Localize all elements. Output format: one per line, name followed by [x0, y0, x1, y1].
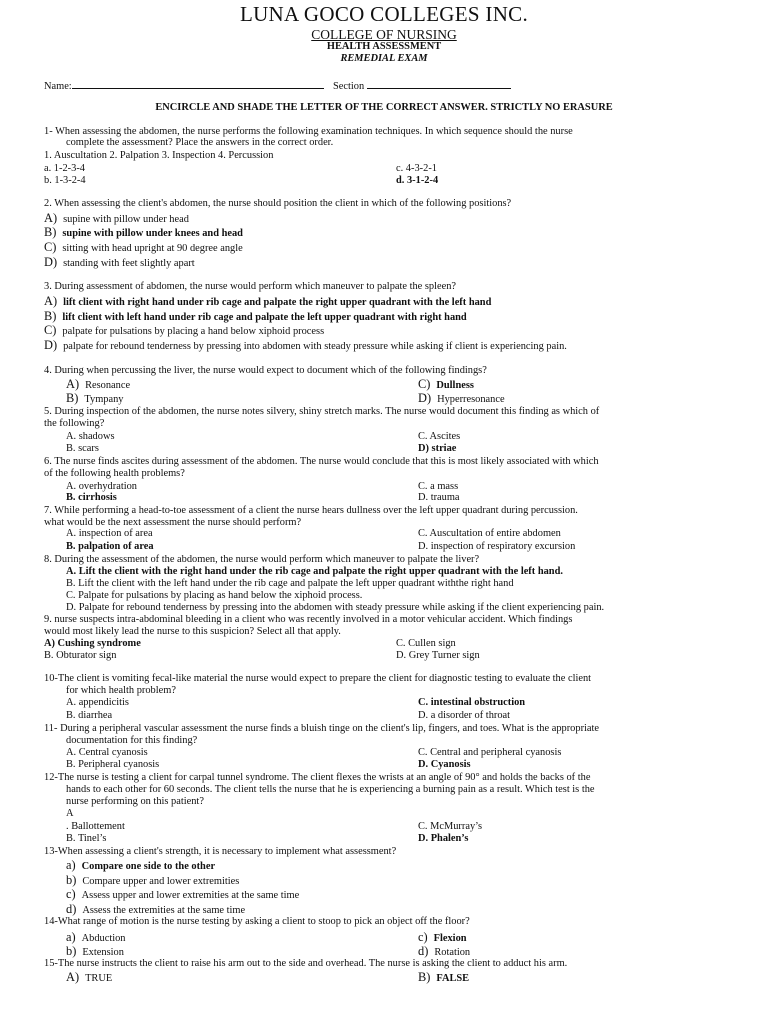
option-letter: A) [44, 211, 58, 225]
school-name: LUNA GOCO COLLEGES INC. [239, 2, 529, 26]
question-4-stem: 4. During when percussing the liver, the nurse would expect to document which of the following findings? [44, 365, 487, 376]
option-14a[interactable] [66, 930, 126, 945]
option-15b[interactable] [418, 970, 469, 985]
option-3d[interactable] [44, 338, 567, 353]
option-letter: c) [66, 887, 76, 901]
option-9b[interactable]: B. Obturator sign [44, 650, 117, 661]
option-5a[interactable]: A. shadows [66, 431, 115, 442]
option-text: lift client with right hand under rib cage and palpate the right upper quadrant with the left hand [63, 297, 492, 308]
option-2a[interactable] [44, 211, 189, 226]
option-letter: a) [66, 930, 76, 944]
option-13b[interactable] [66, 873, 239, 888]
option-4d[interactable] [418, 391, 505, 406]
option-14d[interactable] [418, 944, 470, 959]
option-2b[interactable] [44, 225, 243, 240]
option-text: supine with pillow under head [63, 214, 189, 225]
option-text: Abduction [81, 933, 126, 944]
option-12d[interactable]: D. Phalen’s [418, 833, 469, 844]
option-letter: C) [44, 240, 57, 254]
option-1b[interactable]: b. 1-3-2-4 [44, 175, 86, 186]
question-9-stem-cont: would most likely lead the nurse to this suspicion? Select all that apply. [44, 626, 341, 637]
option-letter: D) [44, 338, 58, 352]
option-14c[interactable] [418, 930, 467, 945]
section-label: Section [333, 81, 365, 92]
question-6-stem-cont: of the following health problems? [44, 468, 185, 479]
option-letter: B) [44, 225, 57, 239]
option-4a[interactable] [66, 377, 130, 392]
option-text: standing with feet slightly apart [63, 258, 195, 269]
option-9a[interactable]: A) Cushing syndrome [44, 638, 141, 649]
option-2d[interactable] [44, 255, 195, 270]
option-8d[interactable]: D. Palpate for rebound tenderness by pressing into the abdomen with steady pressure while asking if the client experiencing pain. [66, 602, 605, 613]
option-letter: D) [44, 255, 58, 269]
option-6b[interactable]: B. cirrhosis [66, 492, 117, 503]
option-11c[interactable]: C. Central and peripheral cyanosis [418, 747, 562, 758]
subject-title: HEALTH ASSESSMENT [326, 41, 442, 52]
option-10c[interactable]: C. intestinal obstruction [418, 697, 526, 708]
question-12-stem-cont: hands to each other for 60 seconds. The client tells the nurse that he is experiencing a burning pain as a result. Which test is the [66, 784, 595, 795]
question-7-stem: 7. While performing a head-to-toe assessment of a client the nurse hears dullness over the left upper quadrant during percussion. [44, 505, 578, 516]
option-text: TRUE [85, 973, 113, 984]
section-field[interactable] [333, 79, 511, 93]
question-12-stem: 12-The nurse is testing a client for carpal tunnel syndrome. The client flexes the wrists at an angle of 90° and holds the backs of the [44, 772, 591, 783]
option-9c[interactable]: C. Cullen sign [396, 638, 456, 649]
option-13c[interactable] [66, 887, 299, 902]
option-8c[interactable]: C. Palpate for pulsations by placing as hand below the xiphoid process. [66, 590, 363, 601]
question-1-stem-cont: complete the assessment? Place the answers in the correct order. [66, 137, 334, 148]
option-3a[interactable] [44, 294, 491, 309]
option-11a[interactable]: A. Central cyanosis [66, 747, 148, 758]
option-letter: d) [418, 944, 429, 958]
option-4b[interactable] [66, 391, 124, 406]
option-letter: C) [44, 323, 57, 337]
option-text: FALSE [436, 973, 470, 984]
option-7c[interactable]: C. Auscultation of entire abdomen [418, 528, 561, 539]
question-12-stem-cont2: nurse performing on this patient? [66, 796, 204, 807]
name-blank-line [72, 79, 324, 89]
question-5-stem-cont: the following? [44, 418, 105, 429]
option-3b[interactable] [44, 309, 467, 324]
option-text: Resonance [85, 380, 131, 391]
option-6d[interactable]: D. trauma [418, 492, 460, 503]
question-6-stem: 6. The nurse finds ascites during assessment of the abdomen. The nurse would conclude that this is most likely associated with which [44, 456, 599, 467]
question-11-stem: 11- During a peripheral vascular assessment the nurse finds a bluish tinge on the client's lip, fingers, and toes. What is the appropriate [44, 723, 600, 734]
option-9d[interactable]: D. Grey Turner sign [396, 650, 480, 661]
option-8b[interactable]: B. Lift the client with the left hand under the rib cage and palpate the left upper quadrant withthe right hand [66, 578, 514, 589]
option-text: Hyperresonance [437, 394, 505, 405]
question-7-stem-cont: what would be the next assessment the nurse should perform? [44, 517, 302, 528]
option-1c[interactable]: c. 4-3-2-1 [396, 163, 437, 174]
option-6a[interactable]: A. overhydration [66, 481, 137, 492]
option-text: Compare upper and lower extremities [82, 876, 240, 887]
option-4c[interactable] [418, 377, 474, 392]
option-letter: D) [418, 391, 432, 405]
question-10-stem-cont: for which health problem? [66, 685, 176, 696]
option-13d[interactable] [66, 902, 245, 917]
option-5c[interactable]: C. Ascites [418, 431, 461, 442]
option-letter: B) [66, 391, 79, 405]
option-letter: c) [418, 930, 428, 944]
name-field[interactable] [44, 79, 324, 93]
question-10-stem: 10-The client is vomiting fecal-like material the nurse would expect to prepare the client for diagnostic testing to evaluate the client [44, 673, 592, 684]
option-text: lift client with left hand under rib cage and palpate the left upper quadrant with right hand [62, 312, 467, 323]
option-letter: a) [66, 858, 76, 872]
option-letter: d) [66, 902, 77, 916]
option-15a[interactable] [66, 970, 112, 985]
question-1-stem: 1- When assessing the abdomen, the nurse performs the following examination techniques. In which sequence should the nurse [44, 126, 573, 137]
option-text: Compare one side to the other [81, 861, 216, 872]
college-name: COLLEGE OF NURSING [311, 27, 457, 42]
option-letter: b) [66, 873, 77, 887]
option-text: Extension [82, 947, 124, 958]
option-12b[interactable]: B. Tinel’s [66, 833, 107, 844]
option-13a[interactable] [66, 858, 215, 873]
option-5b[interactable]: B. scars [66, 443, 99, 454]
option-7d[interactable]: D. inspection of respiratory excursion [418, 541, 576, 552]
question-15-stem: 15-The nurse instructs the client to raise his arm out to the side and overhead. The nurse is asking the client to adduct his arm. [44, 958, 568, 969]
option-text: sitting with head upright at 90 degree angle [62, 243, 243, 254]
option-10a[interactable]: A. appendicitis [66, 697, 129, 708]
option-11d[interactable]: D. Cyanosis [418, 759, 471, 770]
option-1d[interactable]: d. 3-1-2-4 [396, 175, 439, 186]
option-text: Tympany [84, 394, 124, 405]
option-2c[interactable] [44, 240, 243, 255]
exam-type: REMEDIAL EXAM [340, 53, 428, 64]
name-label: Name: [44, 81, 72, 92]
option-text: Dullness [436, 380, 474, 391]
option-8a[interactable]: A. Lift the client with the right hand under the rib cage and palpate the right upper quadrant with the left hand. [66, 566, 563, 577]
option-3c[interactable] [44, 323, 324, 338]
option-text: Assess the extremities at the same time [82, 905, 246, 916]
instructions: ENCIRCLE AND SHADE THE LETTER OF THE CORRECT ANSWER. STRICTLY NO ERASURE [155, 102, 613, 113]
question-5-stem: 5. During inspection of the abdomen, the nurse notes silvery, shiny stretch marks. The nurse would document this finding as which of [44, 406, 600, 417]
option-letter: A) [66, 377, 80, 391]
option-text: Assess upper and lower extremities at the same time [81, 890, 300, 901]
question-3-stem: 3. During assessment of abdomen, the nurse would perform which maneuver to palpate the spleen? [44, 281, 457, 292]
option-letter: A) [44, 294, 58, 308]
option-letter: B) [44, 309, 57, 323]
option-10b[interactable]: B. diarrhea [66, 710, 113, 721]
question-9-stem: 9. nurse suspects intra-abdominal bleeding in a client who was recently involved in a motor vehicular accident. Which findings [44, 614, 573, 625]
option-1a[interactable]: a. 1-2-3-4 [44, 163, 85, 174]
option-12a-letter[interactable]: A [66, 808, 74, 819]
option-7a[interactable]: A. inspection of area [66, 528, 153, 539]
option-12c[interactable]: C. McMurray’s [418, 821, 483, 832]
option-10d[interactable]: D. a disorder of throat [418, 710, 511, 721]
question-2-stem: 2. When assessing the client's abdomen, the nurse should position the client in which of the following positions? [44, 198, 512, 209]
question-11-stem-cont: documentation for this finding? [66, 735, 198, 746]
question-13-stem: 13-When assessing a client's strength, it is necessary to implement what assessment? [44, 846, 397, 857]
option-letter: B) [418, 970, 431, 984]
option-text: Rotation [434, 947, 471, 958]
option-text: Flexion [433, 933, 467, 944]
option-12a[interactable]: . Ballottement [66, 821, 125, 832]
question-14-stem: 14-What range of motion is the nurse testing by asking a client to stoop to pick an object off the floor? [44, 916, 470, 927]
option-5d[interactable]: D) striae [418, 443, 457, 454]
option-text: palpate for rebound tenderness by pressing into abdomen with steady pressure while asking if client is experiencing pain. [63, 341, 567, 352]
option-letter: A) [66, 970, 80, 984]
option-text: palpate for pulsations by placing a hand below xiphoid process [62, 326, 325, 337]
option-11b[interactable]: B. Peripheral cyanosis [66, 759, 160, 770]
question-1-order-list: 1. Auscultation 2. Palpation 3. Inspection 4. Percussion [44, 150, 274, 161]
option-6c[interactable]: C. a mass [418, 481, 459, 492]
option-14b[interactable] [66, 944, 124, 959]
option-7b[interactable]: B. palpation of area [66, 541, 154, 552]
question-8-stem: 8. During the assessment of the abdomen, the nurse would perform which maneuver to palpate the liver? [44, 554, 480, 565]
option-letter: b) [66, 944, 77, 958]
section-blank-line [367, 79, 511, 89]
option-text: supine with pillow under knees and head [62, 228, 243, 239]
option-letter: C) [418, 377, 431, 391]
